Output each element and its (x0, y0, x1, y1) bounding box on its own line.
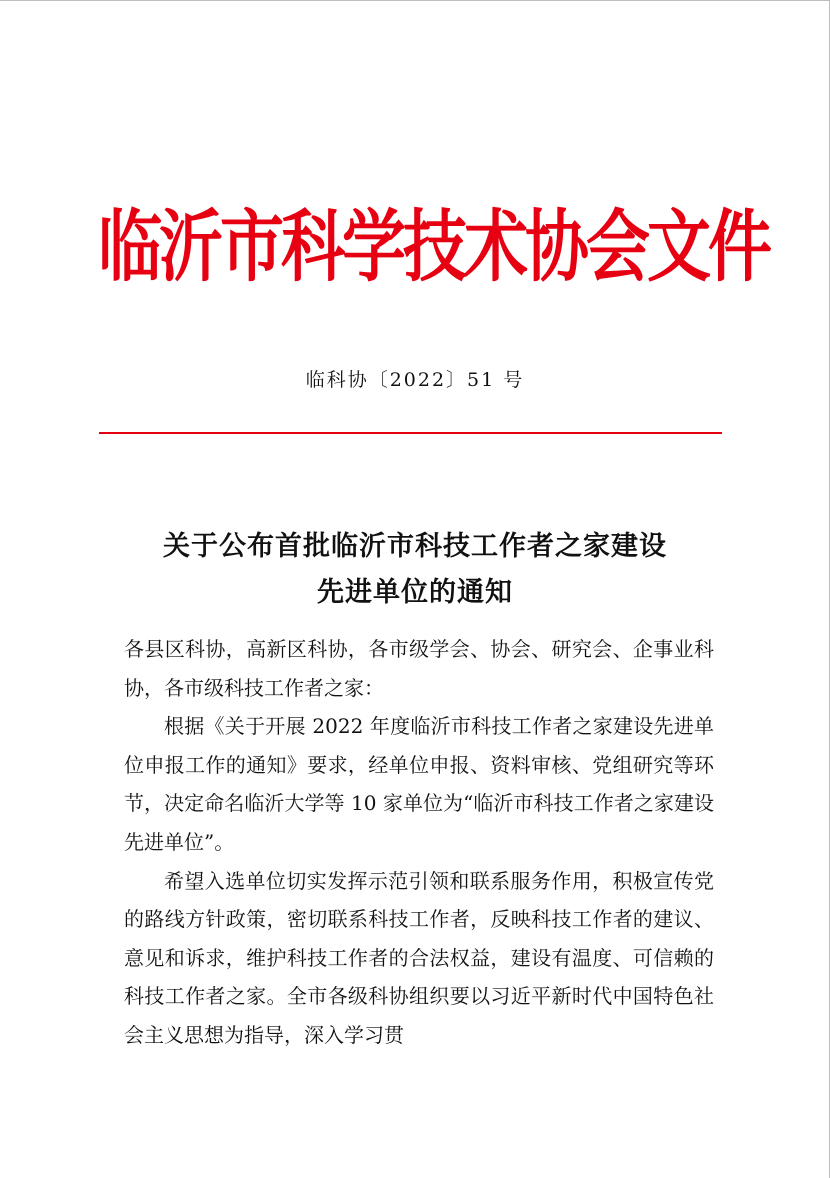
body-paragraph: 根据《关于开展 2022 年度临沂市科技工作者之家建设先进单位申报工作的通知》要求，经单位申报、资料审核、党组研究等环节，决定命名临沂大学等 10 家单位为“临沂市科技工作者之家建设先进单位”。 (124, 714, 714, 854)
notice-title-line-2: 先进单位的通知 (317, 577, 513, 608)
page-border-top (0, 0, 830, 1)
masthead-title: 临沂市科学技术协会文件 (98, 202, 769, 294)
notice-body (124, 630, 714, 1055)
body-paragraph: 希望入选单位切实发挥示范引领和联系服务作用，积极宣传党的路线方针政策，密切联系科技工作者，反映科技工作者的建议、意见和诉求，维护科技工作者的合法权益，建设有温度、可信赖的科技工作者之家。全市各级科协组织要以习近平新时代中国特色社会主义思想为指导，深入学习贯 (124, 868, 714, 1047)
salutation: 各县区科协，高新区科协，各市级学会、协会、研究会、企事业科协，各市级科技工作者之家： (124, 637, 714, 700)
document-number: 临科协〔2022〕51 号 (305, 369, 525, 391)
notice-title-line-1: 关于公布首批临沂市科技工作者之家建设 (163, 531, 667, 562)
red-separator-line (99, 432, 722, 434)
notice-title (100, 524, 730, 616)
